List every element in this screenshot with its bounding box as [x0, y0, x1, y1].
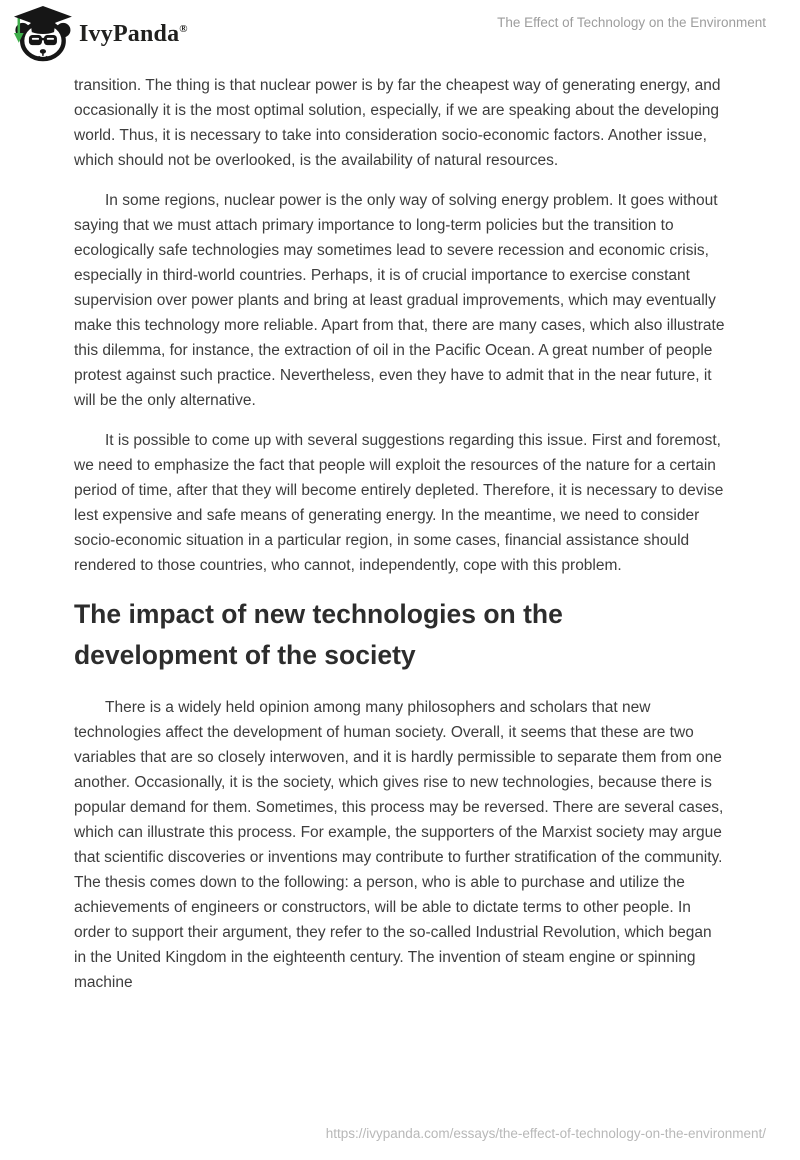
brand — [10, 6, 188, 62]
source-url[interactable]: https://ivypanda.com/essays/the-effect-of-technology-on-the-environment/ — [325, 1126, 766, 1141]
paragraph: In some regions, nuclear power is the only way of solving energy problem. It goes without saying that we must attach primary importance to long-term policies but the transition to ecologically safe technologies may sometimes lead to severe recession and economic crisis, especially in third-world countries. Perhaps, it is of crucial importance to exercise constant supervision over power plants and bring at least gradual improvements, which may eventually make this technology more reliable. Apart from that, there are many cases, which also illustrate this dilemma, for instance, the extraction of oil in the Pacific Ocean. A great number of people protest against such practice. Nevertheless, even they have to admit that in the near future, it will be the only alternative. — [74, 192, 725, 409]
brand-text: IvyPanda — [79, 20, 180, 47]
paragraph-continuation: transition. The thing is that nuclear power is by far the cheapest way of generating energy, and occasionally it is the most optimal solution, especially, if we are speaking about the developing world. Thus, it is necessary to take into consideration socio-economic factors. Another issue, which should not be overlooked, is the availability of natural resources. — [74, 77, 721, 169]
paragraph: It is possible to come up with several suggestions regarding this issue. First and foremost, we need to emphasize the fact that people will exploit the resources of the nature for a certain period of time, after that they will become entirely depleted. Therefore, it is necessary to devise lest expensive and safe means of generating energy. In the meantime, we need to consider socio-economic situation in a particular region, in some cases, financial assistance should rendered to those countries, who cannot, independently, cope with this problem. — [74, 432, 724, 574]
brand-name — [79, 21, 188, 48]
paragraph: There is a widely held opinion among many philosophers and scholars that new technologies affect the development of human society. Overall, it seems that these are two variables that are so closely interwoven, and it is hardly permissible to separate them from one another. Occasionally, it is the society, which gives rise to new technologies, because there is popular demand for them. Sometimes, this process may be reversed. There are several cases, which can illustrate this process. For example, the supporters of the Marxist society may argue that scientific discoveries or inventions may contribute to further stratification of the community. The thesis comes down to the following: a person, who is able to purchase and utilize the achievements of engineers or constructors, will be able to dictate terms to other people. In order to support their argument, they refer to the so-called Industrial Revolution, which began in the United Kingdom in the eighteenth century. The invention of steam engine or spinning machine — [74, 699, 724, 991]
registered-trademark-mark: ® — [179, 22, 188, 35]
ivypanda-panda-logo-icon — [10, 6, 72, 62]
document-title: The Effect of Technology on the Environment — [497, 15, 766, 30]
page-header — [0, 0, 800, 66]
section-heading: The impact of new technologies on the development of the society — [74, 599, 563, 670]
essay-content — [74, 73, 727, 1010]
